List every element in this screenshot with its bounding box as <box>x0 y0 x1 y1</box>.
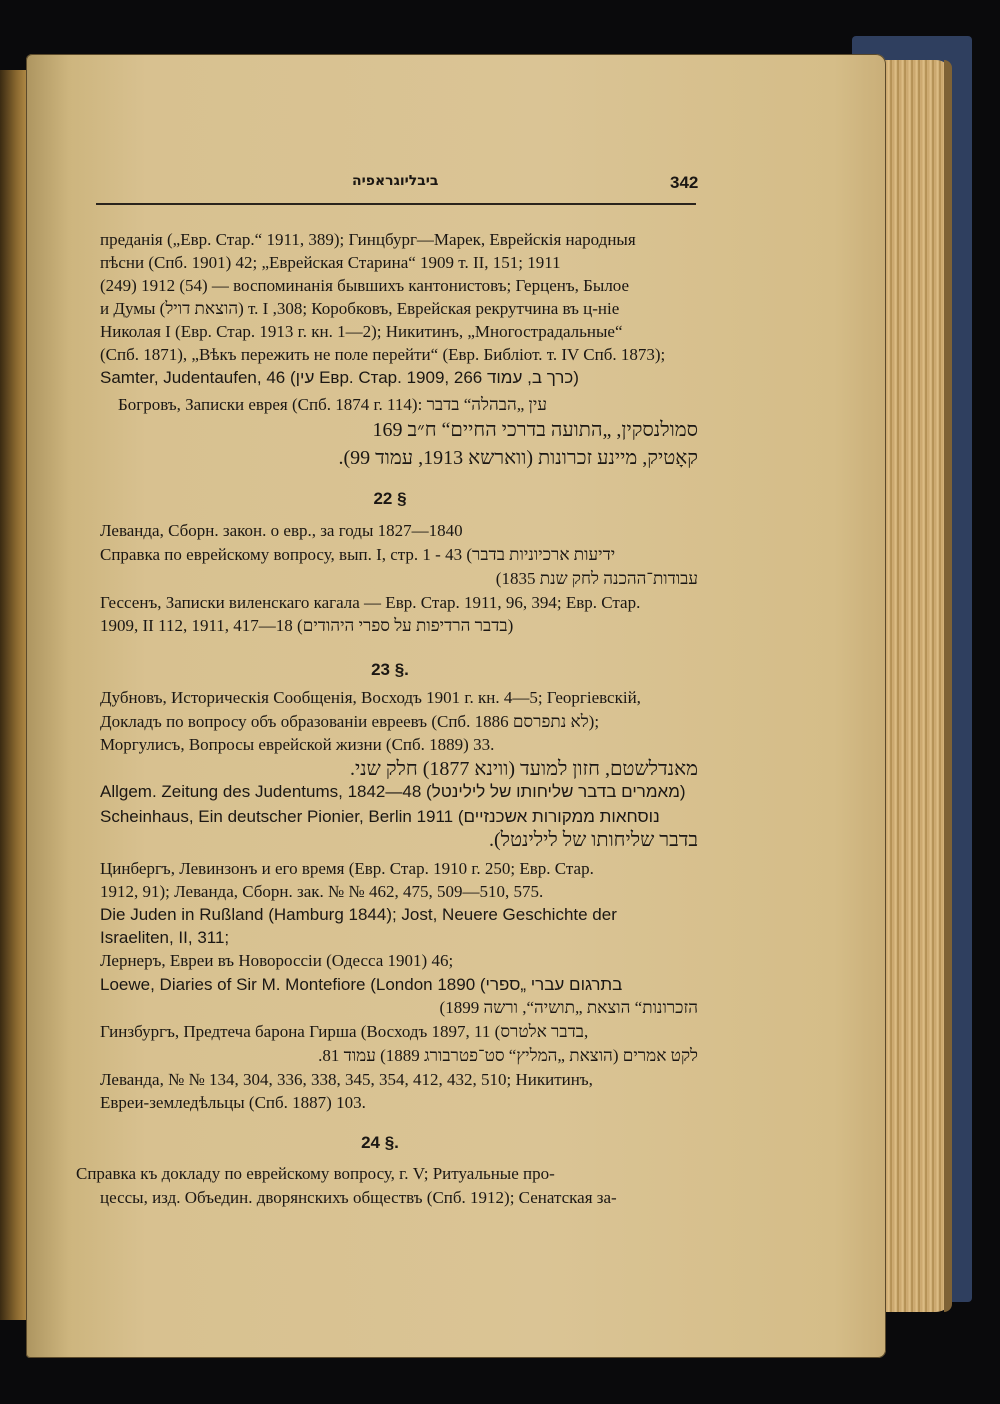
text-line: Справка къ докладу по еврейскому вопросу, г. V; Ритуальные про- <box>76 1164 555 1183</box>
text-line: Гинзбургъ, Предтеча барона Гирша (Восходъ 1897, 11 (בדבר אלטרס, <box>100 1022 589 1041</box>
text-line: 1909, II 112, 1911, 417—18 (בדבר הרדיפות על ספרי היהודים) <box>100 616 514 635</box>
text-line: Богровъ, Записки еврея (Спб. 1874 г. 114): עין „הבהלה“ בדבר <box>118 395 547 414</box>
text-line: Samter, Judentaufen, 46 (עין Евр. Стар. 1909, כרך ב, עמוד 266) <box>100 368 579 387</box>
text-line: преданія („Евр. Стар.“ 1911, 389); Гинцбург—Марек, Еврейскія народныя <box>100 230 636 249</box>
section-heading: 22 § <box>373 489 407 508</box>
text-line: и Думы (הוצאת דויל) т. I ,308; Коробковъ, Еврейская рекрутчина въ ц-ніе <box>100 299 620 318</box>
text-line: пѣсни (Спб. 1901) 42; „Еврейская Старина“ 1909 т. II, 151; 1911 <box>100 253 561 272</box>
text-line: (249) 1912 (54) — воспоминанія бывшихъ кантонистовъ; Герценъ, Былое <box>100 276 630 295</box>
text-line: Цинбергъ, Левинзонъ и его время (Евр. Стар. 1910 г. 250; Евр. Стар. <box>100 859 594 878</box>
text-line: (Спб. 1871), „Вѣкъ пережить не поле перейти“ (Евр. Библіот. т. IV Спб. 1873); <box>100 345 666 364</box>
text-line: Моргулисъ, Вопросы еврейской жизни (Спб. 1889) 33. <box>100 735 495 754</box>
text-line: Николая I (Евр. Стар. 1913 г. кн. 1—2); Никитинъ, „Многострадальные“ <box>100 322 623 341</box>
text-line: 1912, 91); Леванда, Сборн. зак. № № 462, 475, 509—510, 575. <box>100 882 544 901</box>
text-line: Справка по еврейскому вопросу, вып. I, стр. 1 - 43 (ידיעות ארכיוניות בדבר <box>100 545 616 564</box>
text-line: מאנדלשטם, חזון למועד (ווינא 1877) חלק שני. <box>349 758 698 780</box>
text-line: Scheinhaus, Ein deutscher Pionier, Berlin 1911 (נוסחאות ממקורות אשכנזיים <box>100 807 660 826</box>
text-line: Loewe, Diaries of Sir M. Montefiore (London 1890 (בתרגום עברי „ספרי <box>100 975 623 994</box>
section-heading: 23 §. <box>371 660 409 679</box>
text-line: בדבר שליחותו של לילינטל). <box>488 829 698 851</box>
text-line: Лернеръ, Евреи въ Новороссіи (Одесса 1901) 46; <box>100 951 454 970</box>
text-line: Докладъ по вопросу объ образованіи евреевъ (Спб. 1886 לא נתפרסם); <box>100 712 600 731</box>
text-line: Israeliten, II, 311; <box>100 928 230 947</box>
text-line: Леванда, Сборн. закон. о евр., за годы 1827—1840 <box>100 521 463 540</box>
text-line: Allgem. Zeitung des Judentums, 1842—48 (מאמרים בדבר שליחותו של לילינטל) <box>100 782 686 801</box>
text-line: Гессенъ, Записки виленскаго кагала — Евр. Стар. 1911, 96, 394; Евр. Стар. <box>100 593 641 612</box>
text-line: קאָטיק, מיינע זכרונות (ווארשא 1913, עמוד 99). <box>338 447 698 469</box>
text-line: Леванда, № № 134, 304, 336, 338, 345, 354, 412, 432, 510; Никитинъ, <box>100 1070 593 1089</box>
running-head: ביבליוגראפיה <box>352 173 439 189</box>
text-line: סמולנסקין, „התועה בדרכי החיים“ ח״ב 169 <box>372 419 698 441</box>
section-heading: 24 §. <box>361 1133 399 1152</box>
header-rule <box>96 203 696 205</box>
text-line: Евреи-земледѣльцы (Спб. 1887) 103. <box>100 1093 366 1112</box>
page-number: 342 <box>670 173 699 192</box>
text-line: עבודות־ההכנה לחק שנת 1835) <box>495 569 698 588</box>
previous-page-edge <box>0 70 28 1320</box>
text-line: Die Juden in Rußland (Hamburg 1844); Jost, Neuere Geschichte der <box>100 905 617 924</box>
text-line: לקט אמרים (הוצאת „המליץ“ סט־פטרבורג 1889) עמוד 81. <box>318 1046 698 1065</box>
text-line: Дубновъ, Историческія Сообщенія, Восходъ 1901 г. кн. 4—5; Георгіевскій, <box>100 688 641 707</box>
text-line: הזכרונות“ הוצאת „תושיה“, ורשה 1899) <box>439 998 698 1017</box>
text-line: цессы, изд. Объедин. дворянскихъ обществъ (Спб. 1912); Сенатская за- <box>100 1188 617 1207</box>
